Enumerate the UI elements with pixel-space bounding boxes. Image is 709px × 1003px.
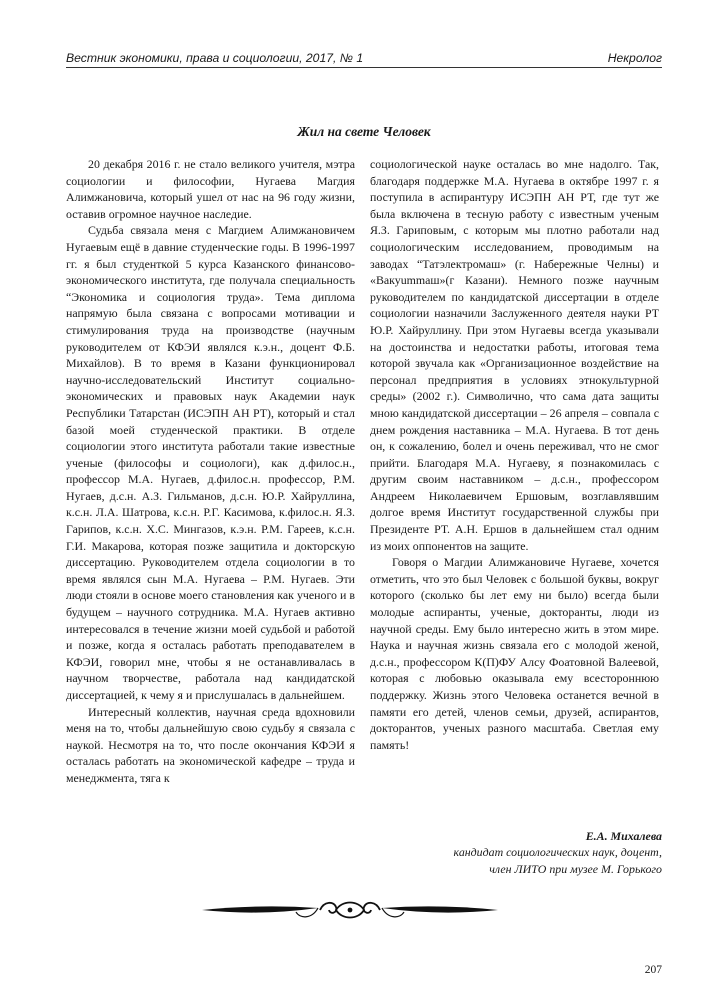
section-title: Некролог (607, 51, 662, 65)
left-column (66, 156, 355, 787)
paragraph: Судьба связала меня с Магдием Алимжановичем Нугаевым ещё в давние студенческие годы. В 1996-1997 гг. я был студенткой 5 курса Казанского финансово-экономического института, где получала специальность “Экономика и социология труда». Тема диплома напрямую была связана с вопросами мотивации и стимулирования труда на производстве (научным руководителем от КФЭИ являлся к.э.н., доцент Ф.Б. Михайлов). В то время в Казани функционировал научно-исследовательский Институт социально-экономических и правовых наук Академии наук Республики Татарстан (ИСЭПН АН РТ), который и стал базой моей студенческой практики. В отделе социологии этого института работали такие известные ученые (философы и социологи), как д.филос.н., профессор М.А. Нугаев, д.филос.н. профессор, Р.М. Нугаев, д.с.н. А.З. Гильманов, д.с.н. Ю.Р. Хайруллина, к.с.н. Л.А. Шатрова, к.с.н. Р.Г. Касимова, к.филос.н. Я.З. Гарипов, к.с.н. Х.С. Мингазов, к.э.н. Р.М. Гареев, к.с.н. Г.И. Макарова, которая позже защитила и докторскую диссертацию. Руководителем отдела социологии в то время являлся сын М.А. Нугаева – Р.М. Нугаев. Эти люди стояли в основе моего становления как ученого и в будущем – научного сотрудника. М.А. Нугаев активно интересовался в течение жизни моей судьбой и работой и позже, когда я осталась работать преподавателем в КФЭИ, говорил мне, чтобы я не останавливалась в научном творчестве, работала над кандидатской диссертацией, к чему я и прислушалась в дальнейшем. (66, 223, 355, 702)
journal-title: Вестник экономики, права и социологии, 2017, № 1 (66, 51, 364, 65)
author-signature (454, 828, 662, 877)
decorative-divider-icon (200, 895, 500, 925)
page-number: 207 (644, 964, 662, 976)
paragraph-continuation: социологической науке осталась во мне надолго. Так, благодаря поддержке М.А. Нугаева в октябре 1997 г. я поступила в аспирантуру ИСЭПН АН РТ, где тут же была включена в тесную работу с известным ученым Я.З. Гариповым, с которым мы плотно работали над социологическим исследованием, проводимым на заводах “Татэлектромаш» (г. Набережные Челны) и «Вакуummаш»(г Казани). Немного позже научным руководителем по кандидатской диссертации в отделе социологии назначили Заслуженного деятеля науки РТ Ю.Р. Хайруллину. При этом Нугаевы всегда указывали на достоинства и недостатки работы, итоговая тема которой звучала как «Организационное воздействие на персонал предприятия в условиях этнокультурной среды» (2002 г.). Символично, что сама дата защиты мною кандидатской диссертации – 26 апреля – совпала с днем рождения наставника – М.А. Нугаева. В тот день он, к сожалению, болел и очень переживал, что не смог прийти. Благодаря М.А. Нугаеву, я познакомилась с другим своим наставником – д.с.н., профессором Андреем Николаевичем Ершовым, возглавлявшим долгое время Институт государственной службы при Президенте РТ. А.Н. Ершов в дальнейшем стал одним из моих оппонентов на защите. (370, 157, 659, 553)
author-title: кандидат социологических наук, доцент, (453, 845, 662, 860)
running-header (66, 50, 662, 66)
paragraph: Говоря о Магдии Алимжановиче Нугаеве, хочется отметить, что это был Человек с большой буквы, вокруг которого (сколько бы лет ему ни было) всегда были молодые аспиранты, ученые, докторанты, люди из научной среды. Ему было интересно жить в этом мире. Наука и научная жизнь связала его с молодой женой, д.с.н., профессором К(П)ФУ Алсу Фоатовной Валеевой, которая с любовью оказывала ему всестороннюю поддержку. Жизнь этого Человека останется вечной в памяти его детей, членов семьи, друзей, аспирантов, докторантов, ученых разного масштаба. Светлая ему память! (370, 555, 659, 752)
author-name: Е.А. Михалева (585, 829, 662, 843)
right-column (370, 156, 659, 753)
author-affiliation: член ЛИТО при музее М. Горького (489, 861, 662, 876)
paragraph: Интересный коллектив, научная среда вдохновили меня на то, чтобы дальнейшую свою судьбу я связала с наукой. Несмотря на то, что после окончания КФЭИ я осталась работать на экономической кафедре – труда и менеджмента, тяга к (66, 704, 355, 785)
header-rule (66, 67, 662, 68)
paragraph: 20 декабря 2016 г. не стало великого учителя, мэтра социологии и философии, Нугаева Магдия Алимжановича, который ушел от нас на 96 году жизни, оставив огромное научное наследие. (66, 157, 355, 221)
article-title: Жил на свете Человек (297, 124, 431, 139)
